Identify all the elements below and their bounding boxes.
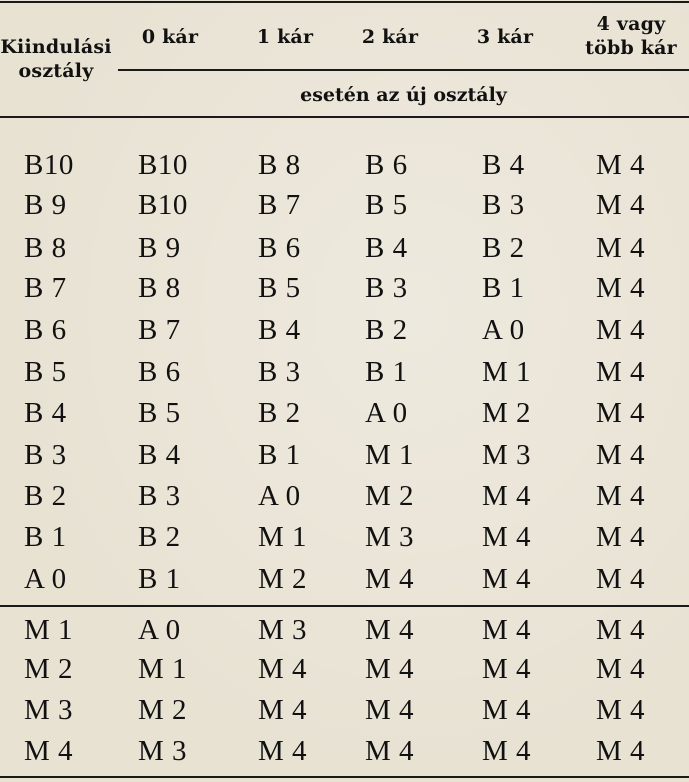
table-cell: B 6	[138, 356, 181, 388]
header-1-kar: 1 kár	[256, 26, 314, 48]
table-cell: A 0	[24, 563, 67, 595]
table-cell: B 5	[138, 397, 181, 429]
table-row	[0, 559, 689, 599]
table-cell: B10	[24, 149, 74, 181]
table-cell: B 1	[24, 521, 67, 553]
header-bottom-rule	[0, 116, 689, 118]
table-row	[0, 690, 689, 730]
table-cell: M 4	[596, 232, 646, 264]
table-cell: B 2	[138, 521, 181, 553]
table-cell: M 4	[596, 653, 646, 685]
table-cell: A 0	[138, 614, 181, 646]
table-cell: B10	[138, 149, 188, 181]
table-cell: M 4	[482, 521, 532, 553]
table-cell: M 1	[138, 653, 188, 685]
table-cell: B 2	[482, 232, 525, 264]
table-cell: M 4	[258, 694, 308, 726]
table-cell: M 3	[365, 521, 415, 553]
table-cell: B 4	[24, 397, 67, 429]
table-row	[0, 731, 689, 771]
table-cell: B 3	[24, 439, 67, 471]
table-cell: B 5	[24, 356, 67, 388]
table-cell: M 4	[596, 314, 646, 346]
table-cell: M 4	[596, 272, 646, 304]
table-top-rule	[0, 1, 689, 3]
table-cell: B 3	[138, 480, 181, 512]
table-cell: M 1	[482, 356, 532, 388]
table-row	[0, 610, 689, 650]
table-cell: B 9	[24, 189, 67, 221]
table-cell: B 7	[138, 314, 181, 346]
table-cell: B 7	[258, 189, 301, 221]
table-cell: M 4	[365, 653, 415, 685]
header-kiindulasi-line2: osztály	[18, 60, 94, 82]
table-cell: B 4	[482, 149, 525, 181]
table-row	[0, 393, 689, 433]
table-cell: A 0	[482, 314, 525, 346]
table-cell: M 3	[138, 735, 188, 767]
table-cell: M 4	[482, 653, 532, 685]
table-cell: M 3	[24, 694, 74, 726]
table-cell: B 1	[482, 272, 525, 304]
table-cell: M 4	[596, 694, 646, 726]
table-cell: B 6	[365, 149, 408, 181]
table-row	[0, 185, 689, 225]
table-cell: B 6	[24, 314, 67, 346]
table-cell: M 4	[365, 614, 415, 646]
table-cell: B 4	[258, 314, 301, 346]
table-cell: M 4	[596, 521, 646, 553]
table-cell: M 2	[365, 480, 415, 512]
table-cell: M 4	[482, 614, 532, 646]
table-cell: B 5	[365, 189, 408, 221]
table-cell: B 3	[482, 189, 525, 221]
table-cell: B 3	[258, 356, 301, 388]
table-cell: M 2	[138, 694, 188, 726]
table-cell: B 1	[138, 563, 181, 595]
table-cell: M 4	[365, 735, 415, 767]
table-cell: B 9	[138, 232, 181, 264]
table-cell: B 1	[365, 356, 408, 388]
table-cell: B 2	[365, 314, 408, 346]
table-cell: M 2	[482, 397, 532, 429]
table-row	[0, 435, 689, 475]
table-cell: M 4	[482, 694, 532, 726]
table-row	[0, 352, 689, 392]
table-cell: B 1	[258, 439, 301, 471]
table-cell: M 4	[596, 149, 646, 181]
table-cell: M 4	[596, 189, 646, 221]
header-kiindulasi-line1: Kiindulási	[0, 36, 112, 58]
table-cell: B 2	[258, 397, 301, 429]
table-cell: M 1	[258, 521, 308, 553]
table-cell: B 4	[138, 439, 181, 471]
table-cell: M 4	[596, 439, 646, 471]
table-cell: M 4	[596, 614, 646, 646]
table-row	[0, 228, 689, 268]
table-cell: B 8	[24, 232, 67, 264]
table-cell: M 3	[258, 614, 308, 646]
table-cell: M 2	[24, 653, 74, 685]
header-4-vagy-line2: több kár	[585, 37, 677, 59]
table-cell: M 3	[482, 439, 532, 471]
table-cell: M 4	[482, 735, 532, 767]
header-span-rule	[118, 69, 689, 71]
table-cell: B 7	[24, 272, 67, 304]
table-cell: M 1	[24, 614, 74, 646]
section-divider-rule	[0, 605, 689, 607]
header-0-kar: 0 kár	[141, 26, 199, 48]
table-row	[0, 649, 689, 689]
table-cell: M 4	[596, 563, 646, 595]
table-cell: B 8	[138, 272, 181, 304]
table-cell: M 4	[365, 563, 415, 595]
table-cell: B 3	[365, 272, 408, 304]
table-row	[0, 517, 689, 557]
table-cell: B10	[138, 189, 188, 221]
table-row	[0, 145, 689, 185]
table-cell: B 8	[258, 149, 301, 181]
table-cell: B 5	[258, 272, 301, 304]
table-cell: M 4	[596, 480, 646, 512]
table-cell: M 2	[258, 563, 308, 595]
header-3-kar: 3 kár	[476, 26, 534, 48]
table-cell: A 0	[365, 397, 408, 429]
header-2-kar: 2 kár	[361, 26, 419, 48]
table-cell: B 2	[24, 480, 67, 512]
table-row	[0, 310, 689, 350]
subheader-eseten-az-uj-osztaly: esetén az új osztály	[300, 84, 507, 106]
header-4-vagy-line1: 4 vagy	[596, 13, 666, 35]
table-cell: M 4	[482, 563, 532, 595]
table-row	[0, 268, 689, 308]
table-cell: M 4	[258, 653, 308, 685]
table-bottom-rule	[0, 776, 689, 778]
table-row	[0, 476, 689, 516]
table-cell: M 4	[482, 480, 532, 512]
header-4-vagy-tobb-kar	[578, 12, 684, 60]
table-cell: M 4	[596, 735, 646, 767]
table-cell: M 1	[365, 439, 415, 471]
table-cell: M 4	[365, 694, 415, 726]
table-cell: M 4	[596, 397, 646, 429]
table-cell: M 4	[258, 735, 308, 767]
header-kiindulasi-osztaly	[0, 35, 112, 83]
table-cell: B 4	[365, 232, 408, 264]
table-cell: A 0	[258, 480, 301, 512]
table-cell: B 6	[258, 232, 301, 264]
table-cell: M 4	[24, 735, 74, 767]
table-cell: M 4	[596, 356, 646, 388]
